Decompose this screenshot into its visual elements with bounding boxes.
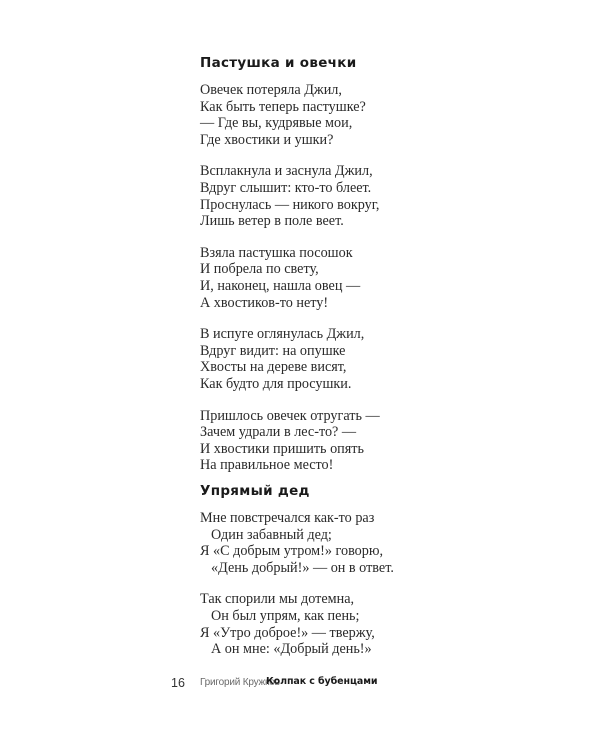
poem-line: Я «Утро доброе!» — твержу, [200, 624, 375, 641]
poem-line: Вдруг видит: на опушке [200, 342, 346, 359]
footer-author: Григорий Кружков [200, 677, 280, 688]
page-footer [0, 676, 600, 692]
poem-line: Как быть теперь пастушке? [200, 98, 366, 115]
poem-line: И побрела по свету, [200, 261, 319, 278]
poem-line: «День добрый!» — он в ответ. [211, 559, 394, 576]
stanza [200, 510, 560, 576]
poem-line: И хвостики пришить опять [200, 440, 364, 457]
poem-line: Мне повстречался как-то раз [200, 510, 375, 526]
poem-line: Вдруг слышит: кто-то блеет. [200, 179, 372, 196]
poem-line: Всплакнула и заснула Джил, [200, 163, 373, 180]
footer-book-title: Колпак с бубенцами [266, 676, 378, 687]
poem-line: Проснулась — никого вокруг, [200, 196, 380, 213]
stanza [200, 163, 560, 229]
poem-line: Я «С добрым утром!» говорю, [200, 543, 384, 560]
poem-line: Пришлось овечек отругать — [200, 407, 380, 424]
poem-line: Зачем удрали в лес-то? — [200, 424, 357, 441]
stanza [200, 408, 560, 474]
poem-line: А он мне: «Добрый день!» [211, 641, 372, 658]
poem-line: Овечек потеряла Джил, [200, 82, 342, 98]
poem-line: Лишь ветер в поле веет. [200, 213, 344, 230]
poem-line: А хвостиков-то нету! [200, 294, 329, 311]
stanza [200, 82, 560, 148]
poem-stubborn-old-man [200, 483, 560, 673]
stanza [200, 245, 560, 311]
poem-line: Взяла пастушка посошок [200, 244, 353, 261]
poem-line: На правильное место! [200, 457, 334, 474]
poem-shepherdess [200, 55, 560, 489]
poem-line: Где хвостики и ушки? [200, 131, 334, 148]
stanza [200, 591, 560, 657]
poem-line: В испуге оглянулась Джил, [200, 326, 365, 343]
poem-line: Так спорили мы дотемна, [200, 591, 355, 608]
poem-line: Он был упрям, как пень; [211, 607, 360, 624]
stanza [200, 326, 560, 392]
poem-line: Один забавный дед; [211, 526, 332, 543]
poem-line: Как будто для просушки. [200, 375, 352, 392]
poem-line: И, наконец, нашла овец — [200, 277, 361, 294]
poem-title: Пастушка и овечки [200, 55, 357, 71]
poem-line: Хвосты на дереве висят, [200, 359, 347, 376]
page-number: 16 [171, 676, 185, 690]
poem-title: Упрямый дед [200, 483, 310, 499]
poem-line: — Где вы, кудрявые мои, [200, 115, 353, 132]
